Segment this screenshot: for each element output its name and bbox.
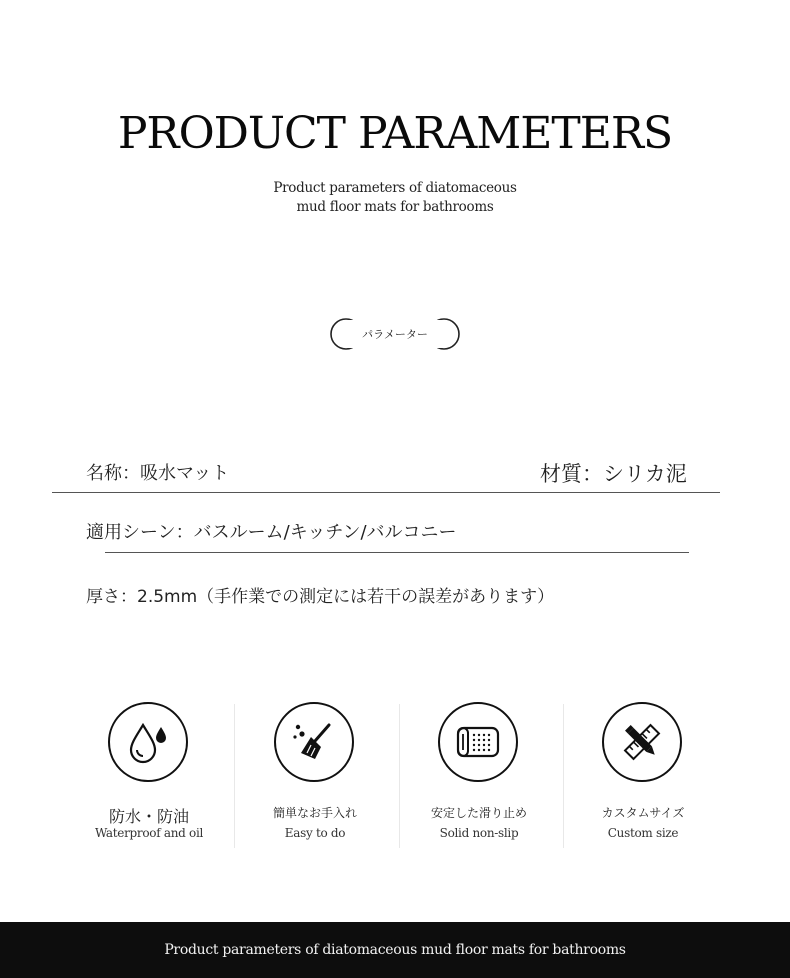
broom-icon — [289, 717, 339, 767]
feature-label-en: Custom size — [607, 826, 679, 840]
feature-label: 防水・防油 — [108, 807, 189, 826]
feature-label-en: Easy to do — [284, 826, 346, 840]
param-name: 名称：吸水マット — [86, 463, 230, 484]
param-material: 材質：シリカ泥 — [540, 462, 687, 486]
feature-custom-size — [568, 700, 718, 850]
feature-label-en: Solid non-slip — [439, 826, 519, 840]
subtitle-line-2: mud floor mats for bathrooms — [296, 199, 494, 215]
ruler-pencil-icon — [616, 716, 668, 768]
feature-label: 簡単なお手入れ — [272, 806, 357, 820]
feature-divider — [234, 704, 235, 848]
divider-line — [52, 492, 720, 493]
footer-text: Product parameters of diatomaceous mud floor mats for bathrooms — [164, 942, 626, 958]
badge-label: パラメーター — [362, 328, 428, 341]
feature-easy-clean — [240, 700, 390, 850]
feature-waterproof — [74, 700, 224, 850]
water-drop-icon — [123, 717, 173, 767]
feature-label: カスタムサイズ — [601, 806, 685, 820]
feature-divider — [399, 704, 400, 848]
param-thickness: 厚さ：2.5mm（手作業での測定には若干の誤差があります） — [86, 587, 555, 607]
subtitle-line-1: Product parameters of diatomaceous — [273, 180, 517, 196]
feature-divider — [563, 704, 564, 848]
divider-line — [105, 552, 689, 553]
parameters-badge — [328, 314, 462, 354]
param-scene: 適用シーン：バスルーム/キッチン/バルコニー — [86, 522, 457, 543]
footer-banner — [0, 922, 790, 978]
feature-non-slip — [404, 700, 554, 850]
feature-label-en: Waterproof and oil — [94, 826, 204, 840]
mat-icon — [452, 716, 504, 768]
feature-label: 安定した滑り止め — [430, 806, 527, 820]
page-title: PRODUCT PARAMETERS — [117, 108, 673, 159]
